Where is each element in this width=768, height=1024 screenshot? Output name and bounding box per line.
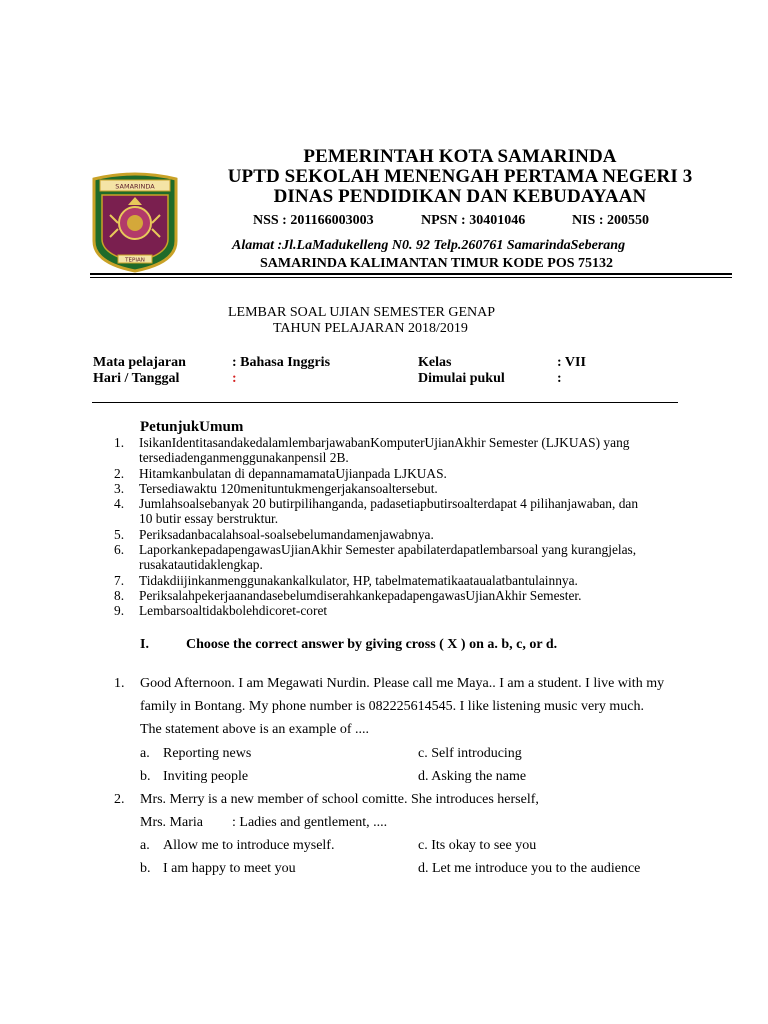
header-government: PEMERINTAH KOTA SAMARINDA — [303, 146, 617, 167]
instruction-text-line: Periksadanbacalahsoal-soalsebelumandamenjawabnya. — [139, 526, 434, 542]
question-2-line-1: Mrs. Merry is a new member of school comitte. She introduces herself, — [140, 792, 539, 807]
instruction-number: 7. — [114, 572, 125, 588]
instructions-list — [114, 435, 684, 619]
header-divider-thin — [90, 277, 732, 278]
question-2-option-b: I am happy to meet you — [163, 861, 296, 876]
exam-year: TAHUN PELAJARAN 2018/2019 — [273, 321, 468, 336]
question-1-number: 1. — [114, 676, 125, 691]
header-npsn: NPSN : 30401046 — [421, 213, 526, 228]
instruction-number: 4. — [114, 496, 125, 512]
svg-text:SAMARINDA: SAMARINDA — [115, 182, 155, 191]
instruction-item — [114, 496, 684, 527]
question-1-option-d: d. Asking the name — [418, 769, 527, 784]
info-divider — [92, 402, 678, 403]
header-department: DINAS PENDIDIKAN DAN KEBUDAYAAN — [273, 186, 647, 207]
instruction-text-line: IsikanIdentitasandakedalamlembarjawabanKomputerUjianAkhir Semester (LJKUAS) yang — [139, 435, 630, 450]
question-1-option-a: Reporting news — [163, 746, 252, 761]
question-2-number: 2. — [114, 792, 125, 807]
instruction-text-line: 10 butir essay berstruktur. — [139, 511, 279, 527]
instruction-text-line: Hitamkanbulatan di depannamamataUjianpada LJKUAS. — [139, 465, 447, 481]
question-1-line-1: Good Afternoon. I am Megawati Nurdin. Please call me Maya.. I am a student. I live with my — [140, 676, 665, 691]
header-divider-thick — [90, 273, 732, 275]
instruction-text-line: Jumlahsoalsebanyak 20 butirpilihanganda, padasetiapbutirsoalterdapat 4 pilihanjawaban, dan — [139, 496, 639, 512]
instruction-text-line: tersediadenganmenggunakanpensil 2B. — [139, 450, 349, 466]
instruction-text-line: Tidakdiijinkanmenggunakankalkulator, HP, tabelmatematikaataualatbantulainnya. — [139, 572, 578, 588]
question-2-option-a: Allow me to introduce myself. — [163, 838, 335, 853]
instruction-item — [114, 466, 684, 481]
question-1-line-3: The statement above is an example of .... — [140, 722, 369, 737]
question-2-speaker: Mrs. Maria — [140, 815, 203, 830]
instruction-item — [114, 435, 684, 466]
day-value: : — [232, 371, 237, 386]
instruction-number: 5. — [114, 526, 125, 542]
svg-text:TEPIAN: TEPIAN — [125, 257, 145, 264]
instruction-item — [114, 603, 684, 618]
instruction-item — [114, 573, 684, 588]
instructions-title: PetunjukUmum — [140, 419, 244, 435]
question-2-option-b-label: b. — [140, 861, 151, 876]
header-nis: NIS : 200550 — [572, 213, 650, 228]
question-2-option-a-label: a. — [140, 838, 150, 853]
question-1-line-2: family in Bontang. My phone number is 082225614545. I like listening music very much. — [140, 699, 644, 714]
instruction-number: 8. — [114, 587, 125, 603]
instruction-number: 9. — [114, 603, 125, 619]
class-value: : VII — [557, 355, 586, 370]
day-label: Hari / Tanggal — [93, 371, 180, 386]
instruction-number: 6. — [114, 542, 125, 558]
subject-label: Mata pelajaran — [93, 355, 186, 370]
school-emblem-logo — [88, 171, 182, 273]
subject-value: : Bahasa Inggris — [232, 355, 331, 370]
instruction-item — [114, 542, 684, 573]
instruction-number: 2. — [114, 465, 125, 481]
header-nss: NSS : 201166003003 — [253, 213, 374, 228]
question-1-option-b: Inviting people — [163, 769, 249, 784]
question-1-option-a-label: a. — [140, 746, 150, 761]
question-2-speech: : Ladies and gentlement, .... — [232, 815, 388, 830]
instruction-item — [114, 588, 684, 603]
instruction-item — [114, 481, 684, 496]
exam-title: LEMBAR SOAL UJIAN SEMESTER GENAP — [228, 305, 496, 320]
class-label: Kelas — [418, 355, 452, 370]
instruction-text-line: LaporkankepadapengawasUjianAkhir Semester apabilaterdapatlembarsoal yang kurangjelas, — [139, 542, 637, 558]
question-1-option-c: c. Self introducing — [418, 746, 522, 761]
header-school-name: UPTD SEKOLAH MENENGAH PERTAMA NEGERI 3 — [227, 166, 693, 187]
header-city: SAMARINDA KALIMANTAN TIMUR KODE POS 75132 — [260, 256, 614, 271]
instruction-text-line: Lembarsoaltidakbolehdicoret-coret — [139, 603, 328, 619]
header-address: Alamat :Jl.LaMadukelleng N0. 92 Telp.260761 SamarindaSeberang — [232, 238, 626, 253]
instruction-text-line: rusakatautidaklengkap. — [139, 557, 263, 573]
instruction-number: 1. — [114, 435, 125, 450]
instruction-number: 3. — [114, 480, 125, 496]
instruction-text-line: Tersediawaktu 120menituntukmengerjakansoaltersebut. — [139, 480, 438, 496]
start-label: Dimulai pukul — [418, 371, 505, 386]
section-title: Choose the correct answer by giving cross ( X ) on a. b, c, or d. — [186, 637, 558, 652]
question-1-option-b-label: b. — [140, 769, 151, 784]
question-2-option-d: d. Let me introduce you to the audience — [418, 861, 641, 876]
section-number: I. — [140, 637, 149, 652]
instruction-text-line: PeriksalahpekerjaanandasebelumdiserahkankepadapengawasUjianAkhir Semester. — [139, 587, 582, 603]
start-value: : — [557, 371, 562, 386]
instruction-item — [114, 527, 684, 542]
question-2-option-c: c. Its okay to see you — [418, 838, 537, 853]
